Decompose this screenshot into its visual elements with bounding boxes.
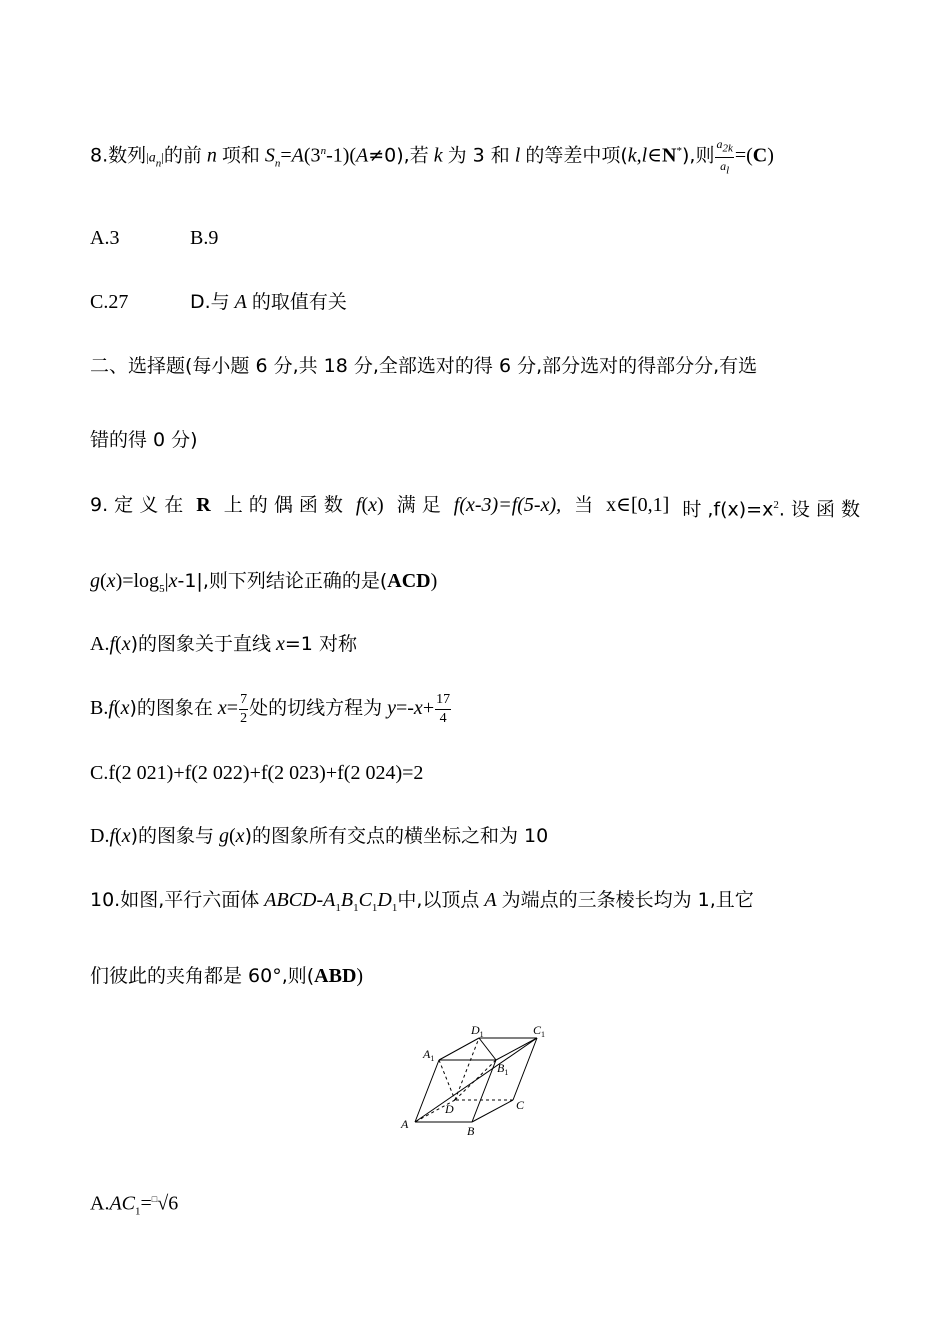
q8-option-a: A.3 (90, 227, 120, 249)
label-A: A (401, 1117, 409, 1131)
q8-option-d: D.与 A 的取值有关 (190, 291, 347, 313)
fraction-17-4: $\frac{17}{4}$ (436, 692, 451, 726)
q9-option-c: C.f(2 021)+f(2 022)+f(2 023)+f(2 024)=2 (90, 762, 424, 784)
label-B1: $B_1$ (497, 1061, 509, 1077)
q9-option-b: B.f(x)的图象在 x= $\frac{7}{2}$ 处的切线方程为 y=-x+ $\frac{17}{4}$ (90, 692, 451, 726)
q9-option-d: D.f(x)的图象与 g(x)的图象所有交点的横坐标之和为 10 (90, 825, 549, 847)
fraction-7-2: $\frac{7}{2}$ (240, 692, 248, 726)
q9-stem-cont: $g(x)=\log_5|x-1|$,则下列结论正确的是(ACD) (90, 570, 438, 595)
label-B: B (467, 1124, 475, 1138)
label-C1: $C_1$ (533, 1023, 546, 1039)
q8-answer: C (752, 144, 768, 167)
q10-stem: 10.如图,平行六面体 ABCD-$A_1B_1C_1D_1$中,以顶点 A 为端点的三条棱长均为 1,且它 (90, 889, 754, 914)
edge-AA1 (415, 1060, 439, 1122)
label-A1: $A_1$ (423, 1047, 435, 1063)
q10-option-a: $A.AC_1=^□√6$ (90, 1192, 179, 1218)
q8-stem: 8.数列$|a_n|$的前 n 项和 $S_n=A(3^n-1)(A\ne 0)$,若 k 为 3 和 l 的等差中项(k,l∈N*),则 $\frac{a_{2k}}{a_l}$ =(C) (90, 137, 774, 176)
edge-B1C1 (496, 1038, 537, 1060)
label-C: C (516, 1098, 525, 1112)
edge-CC1 (513, 1038, 537, 1100)
edge-DD1 (455, 1038, 479, 1100)
edge-BC (472, 1100, 513, 1122)
q10-stem-cont: 们彼此的夹角都是 60°,则(ABD) (90, 965, 364, 987)
q10-answer: ABD (314, 965, 357, 987)
diagonal-D1B1 (479, 1038, 496, 1060)
q8-fraction: $\frac{a_{2k}}{a_l}$ (716, 137, 733, 176)
section2-header: 二、选择题(每小题 6 分,共 18 分,全部选对的得 6 分,部分选对的得部分分,有选 (90, 355, 758, 377)
label-D: D (445, 1102, 454, 1116)
diagonal-A1D (439, 1060, 455, 1100)
q8-option-c: C.27 (90, 291, 129, 313)
q9-stem: 9. 定 义 在 R 上 的 偶 函 数 f(x) 满 足 f(x-3)=f(5-x), 当 x∈[0,1] 时 $,f(x)=x^2$. 设 函 数 (90, 494, 860, 521)
section2-header-cont: 错的得 0 分) (90, 429, 198, 451)
q9-option-a: A.f(x)的图象关于直线 x=1 对称 (90, 633, 357, 655)
q8-option-b: B.9 (190, 227, 219, 249)
label-D1: $D_1$ (471, 1023, 484, 1039)
q9-answer: ACD (387, 570, 431, 592)
edge-D1A1 (439, 1038, 479, 1060)
parallelepiped-figure (395, 1020, 565, 1140)
